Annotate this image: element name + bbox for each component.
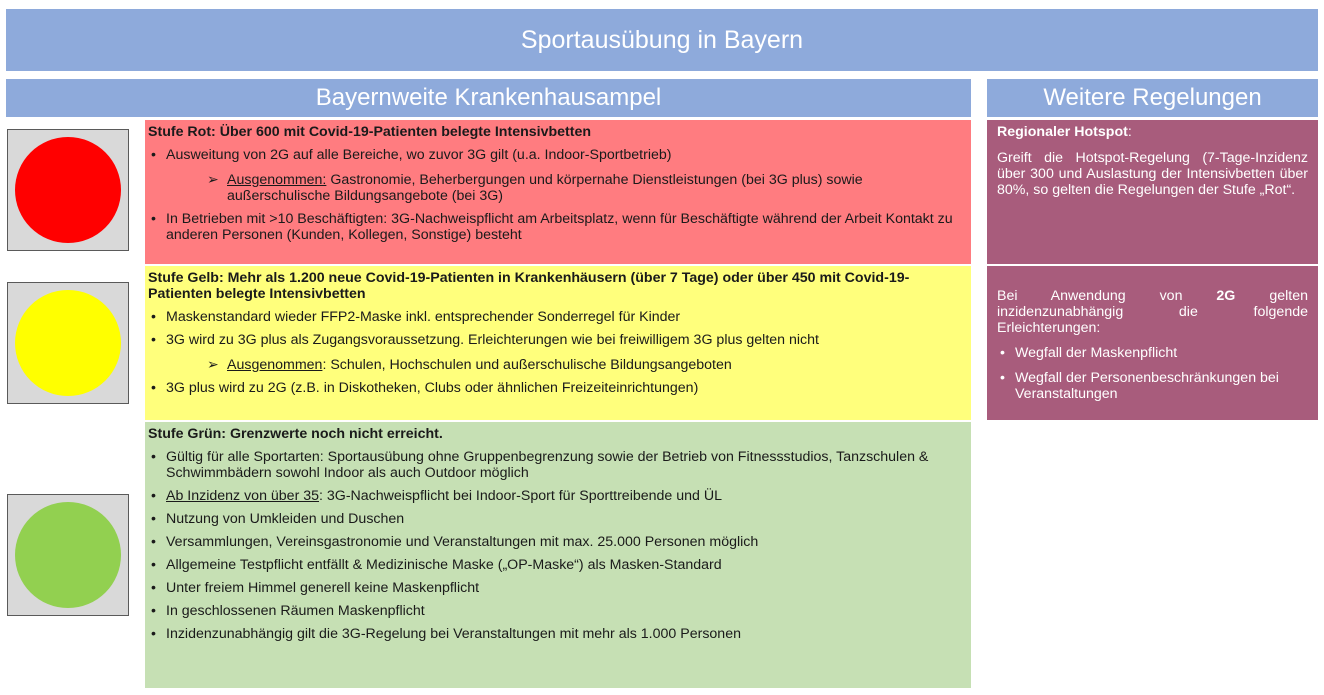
list-item: • Unter freiem Himmel generell keine Maskenpflicht (148, 580, 965, 596)
stage-yellow-heading: Stufe Gelb: Mehr als 1.200 neue Covid-19-Patienten in Krankenhäusern (über 7 Tage) oder über 450 mit Covid-19-Patienten belegte Intensivbetten (148, 270, 910, 302)
hotspot-panel (987, 120, 1318, 264)
list-item-sub (148, 172, 965, 204)
yellow-light-icon-box (7, 282, 129, 404)
incidence-text: : 3G-Nachweispflicht bei Indoor-Sport für Sporttreibende und ÜL (319, 488, 722, 504)
list-item: • Ausweitung von 2G auf alle Bereiche, wo zuvor 3G gilt (u.a. Indoor-Sportbetrieb) (148, 147, 965, 163)
stage-red-heading: Stufe Rot: Über 600 mit Covid-19-Patienten belegte Intensivbetten (148, 124, 592, 140)
list-item: • In Betrieben mit >10 Beschäftigten: 3G-Nachweispflicht am Arbeitsplatz, wenn für Beschäftigte während der Arbeit Kontakt zu anderen Personen (Kunden, Kollegen, Sonstige) besteht (148, 211, 965, 243)
list-item: • Inzidenzunabhängig gilt die 3G-Regelung bei Veranstaltungen mit mehr als 1.000 Personen (148, 626, 965, 642)
weitere-regelungen-header: Weitere Regelungen (987, 79, 1318, 117)
list-item: • In geschlossenen Räumen Maskenpflicht (148, 603, 965, 619)
stage-green-panel (145, 422, 971, 688)
hotspot-heading: Regionaler Hotspot: (997, 124, 1132, 140)
incidence-label: Ab Inzidenz von über 35 (166, 488, 320, 504)
list-item-sub (148, 357, 965, 373)
exception-text: Gastronomie, Beherbergungen und körpernahe Dienstleistungen (bei 3G plus) sowie außerschulische Bildungsangebote (bei 3G) (227, 172, 863, 204)
exception-label: Ausgenommen: (227, 172, 327, 188)
exception-label: Ausgenommen (227, 357, 323, 373)
list-item: • 3G wird zu 3G plus als Zugangsvoraussetzung. Erleichterungen wie bei freiwilligem 3G plus gelten nicht (148, 332, 965, 348)
2g-panel (987, 266, 1318, 420)
ampel-header: Bayernweite Krankenhausampel (6, 79, 971, 117)
list-item: • Wegfall der Personenbeschränkungen bei Veranstaltungen (997, 370, 1308, 402)
list-item: • Maskenstandard wieder FFP2-Maske inkl. entsprechender Sonderregel für Kinder (148, 309, 965, 325)
exception-text: : Schulen, Hochschulen und außerschulische Bildungsangeboten (322, 357, 732, 373)
2g-intro: Bei Anwendung von 2G gelten inzidenzunabhängig die folgende Erleichterungen: (997, 288, 1308, 336)
list-item: • Gültig für alle Sportarten: Sportausübung ohne Gruppenbegrenzung sowie der Betrieb von Fitnessstudios, Tanzschulen & Schwimmbädern sowohl Indoor als auch Outdoor möglich (148, 449, 965, 481)
list-item: • 3G plus wird zu 2G (z.B. in Diskotheken, Clubs oder ähnlichen Freizeiteinrichtungen) (148, 380, 965, 396)
list-item: • Allgemeine Testpflicht entfällt & Medizinische Maske („OP-Maske“) als Masken-Standard (148, 557, 965, 573)
stage-green-heading: Stufe Grün: Grenzwerte noch nicht erreicht. (148, 426, 443, 442)
hotspot-text: Greift die Hotspot-Regelung (7-Tage-Inzidenz über 300 und Auslastung der Intensivbetten über 80%, so gelten die Regelungen der Stufe „Rot“. (997, 150, 1308, 198)
stage-yellow-panel (145, 266, 971, 420)
list-item: • Nutzung von Umkleiden und Duschen (148, 511, 965, 527)
yellow-circle-icon (15, 290, 121, 396)
green-light-icon-box (7, 494, 129, 616)
red-light-icon-box (7, 129, 129, 251)
page-title: Sportausübung in Bayern (6, 9, 1318, 71)
list-item: • Versammlungen, Vereinsgastronomie und Veranstaltungen mit max. 25.000 Personen möglich (148, 534, 965, 550)
list-item (148, 488, 965, 504)
stage-red-panel (145, 120, 971, 264)
red-circle-icon (15, 137, 121, 243)
list-item: • Wegfall der Maskenpflicht (997, 345, 1308, 361)
green-circle-icon (15, 502, 121, 608)
